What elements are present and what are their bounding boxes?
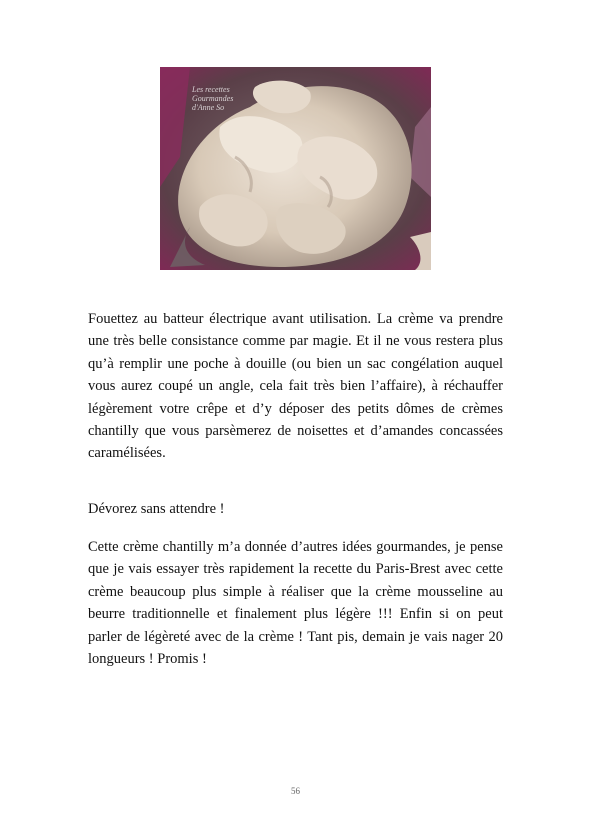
watermark-line: d'Anne So xyxy=(192,103,225,112)
photo-watermark xyxy=(192,85,233,112)
watermark-line: Les recettes xyxy=(192,85,230,94)
watermark-line: Gourmandes xyxy=(192,94,234,103)
paragraph-instructions: Fouettez au batteur électrique avant utilisation. La crème va prendre une très belle consistance comme par magie. Et il ne vous restera plus qu’à remplir une poche à douille (ou bien un sac congélation auquel vous aurez coupé un angle, cela fait très bien l’affaire), à réchauffer légèrement votre crêpe et d’y déposer des petits dômes de crèmes chantilly que vous parsèmerez de noisettes et d’amandes concassées caramélisées. xyxy=(88,311,503,462)
paragraph-devorez: Dévorez sans attendre ! xyxy=(88,501,225,517)
paragraph-ideas: Cette crème chantilly m’a donnée d’autres idées gourmandes, je pense que je vais essayer très rapidement la recette du Paris-Brest avec cette crème beaucoup plus simple à réaliser que la crème mousseline au beurre traditionnelle et finalement plus légère !!! Enfin si on peut parler de légèreté avec de la crème ! Tant pis, demain je vais nager 20 longueurs ! Promis ! xyxy=(88,539,503,668)
cream-photo xyxy=(160,67,431,270)
page-number: 56 xyxy=(291,786,300,796)
